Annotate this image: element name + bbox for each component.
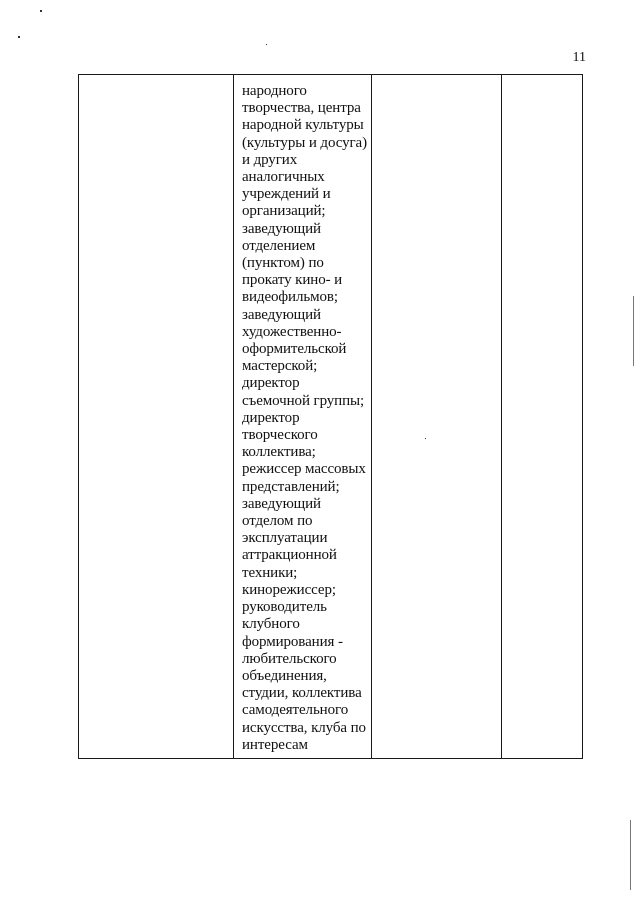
scan-speck: [266, 44, 267, 45]
positions-table: [78, 74, 583, 759]
table-cell-empty-1: [79, 75, 234, 759]
scan-speck: [18, 36, 20, 38]
table-row: [79, 75, 583, 759]
positions-list-text: народного творчества, центра народной культуры (культуры и досуга) и других аналогичных учреждений и организаций; заведующий отделением (пунктом) по прокату кино- и видеофильмов; заведующий художественно- оформительской мастерской; директор съемочной группы; директор творческого коллектива; режиссер массовых представлений; заведующий отделом по эксплуатации аттракционной техники; кинорежиссер; руководитель клубного формирования - любительского объединения, студии, коллектива самодеятельного искусства, клуба по интересам: [242, 83, 367, 753]
table-cell-empty-3: [372, 75, 502, 759]
scan-speck: [425, 438, 426, 439]
scan-edge-line: [630, 820, 631, 890]
table-cell-empty-4: [502, 75, 583, 759]
table-cell-positions: [234, 75, 372, 759]
scan-speck: [40, 10, 42, 12]
scan-edge-line: [633, 296, 634, 366]
page-number: 11: [572, 50, 586, 65]
